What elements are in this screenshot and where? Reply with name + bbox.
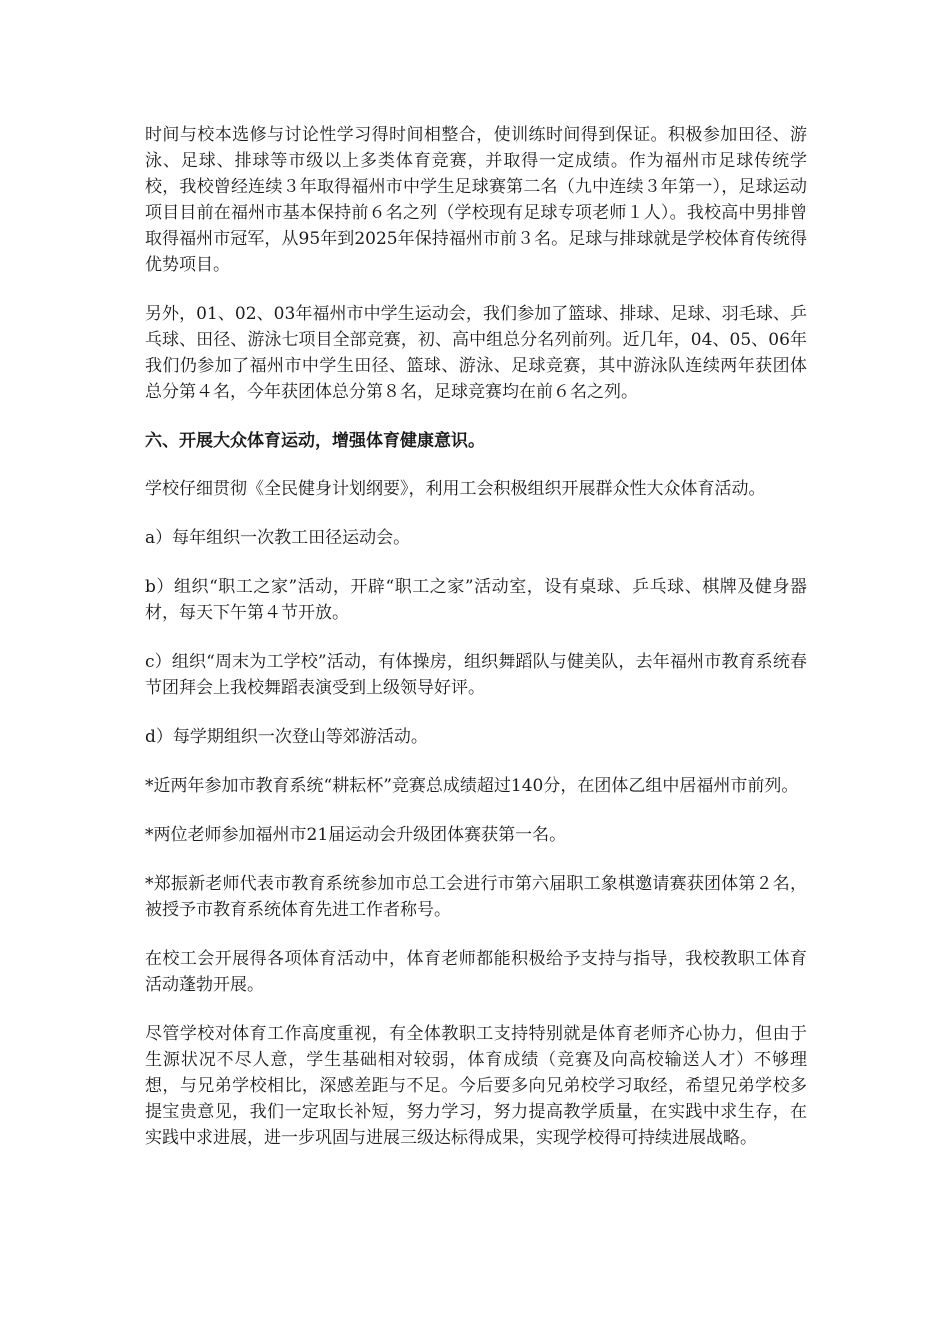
paragraph-city-games: 另外，01、02、03年福州市中学生运动会，我们参加了篮球、排球、足球、羽毛球、乒乓球、田径、游泳七项目全部竞赛，初、高中组总分名列前列。近几年，04、05、06年我们仍参加了福州市中学生田径、篮球、游泳、足球竞赛，其中游泳队连续两年获团体总分第４名，今年获团体总分第８名，足球竞赛均在前６名之列。 — [145, 304, 807, 402]
list-item-a: a）每年组织一次教工田径运动会。 — [145, 528, 411, 548]
section-heading: 六、开展大众体育运动，增强体育健康意识。 — [145, 431, 485, 451]
achievement-item: *近两年参加市教育系统“耕耘杯”竞赛总成绩超过140分，在团体乙组中居福州市前列。 — [145, 776, 799, 796]
paragraph-union-support: 在校工会开展得各项体育活动中，体育老师都能积极给予支持与指导，我校教职工体育活动蓬勃开展。 — [145, 949, 807, 995]
achievement-item: *两位老师参加福州市21届运动会升级团体赛获第一名。 — [145, 825, 567, 845]
list-item-d: d）每学期组织一次登山等郊游活动。 — [145, 727, 428, 747]
list-item-b: b）组织“职工之家”活动，开辟“职工之家”活动室，设有桌球、乒乓球、棋牌及健身器材，每天下午第４节开放。 — [145, 577, 807, 623]
document-page — [145, 122, 807, 1174]
paragraph-fitness-plan: 学校仔细贯彻《全民健身计划纲要》，利用工会积极组织开展群众性大众体育活动。 — [145, 479, 766, 499]
achievement-item: *郑振新老师代表市教育系统参加市总工会进行市第六届职工象棋邀请赛获团体第２名，被授予市教育系统体育先进工作者称号。 — [145, 874, 807, 920]
paragraph-conclusion: 尽管学校对体育工作高度重视，有全体教职工支持特别就是体育老师齐心协力，但由于生源状况不尽人意，学生基础相对较弱，体育成绩（竞赛及向高校输送人才）不够理想，与兄弟学校相比，深感差距与不足。今后要多向兄弟校学习取经，希望兄弟学校多提宝贵意见，我们一定取长补短，努力学习，努力提高教学质量，在实践中求生存，在实践中求进展，进一步巩固与进展三级达标得成果，实现学校得可持续进展战略。 — [145, 1024, 807, 1148]
list-item-c: c）组织“周末为工学校”活动，有体操房，组织舞蹈队与健美队，去年福州市教育系统春节团拜会上我校舞蹈表演受到上级领导好评。 — [145, 652, 807, 698]
paragraph-competitions: 时间与校本选修与讨论性学习得时间相整合，使训练时间得到保证。积极参加田径、游泳、足球、排球等市级以上多类体育竞赛，并取得一定成绩。作为福州市足球传统学校，我校曾经连续３年取得福州市中学生足球赛第二名（九中连续３年第一），足球运动项目目前在福州市基本保持前６名之列（学校现有足球专项老师１人）。我校高中男排曾取得福州市冠军，从95年到2025年保持福州市前３名。足球与排球就是学校体育传统得优势项目。 — [145, 125, 807, 275]
